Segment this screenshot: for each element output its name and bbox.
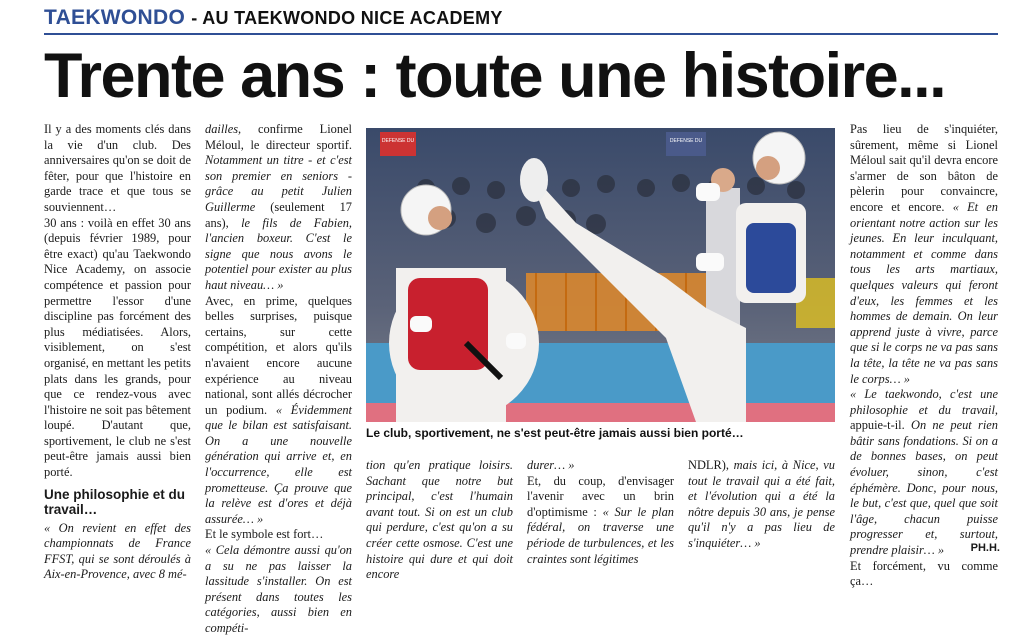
author-signature: PH.H. [970, 542, 1000, 554]
text-span: Et, du coup, d'envisager l'avenir avec un brin d'optimisme : [527, 473, 674, 519]
article-photo [366, 128, 835, 422]
text-span: le fils de Fabien, l'ancien boxeur. C'est le signe que nous avons le potentiel pour exister au plus haut niveau… » [205, 215, 352, 292]
text-span: « Le taekwondo, c'est une philosophie et du travail, [850, 387, 998, 417]
text-span: dailles, [205, 122, 242, 136]
column-6 [850, 122, 998, 590]
text-span: mais ici, à Nice, vu tout le travail qui a été fait, et l'évolution qui a été la nôtre depuis 30 ans, je pense qu'il n'y a pas lieu de s'inquiéter… » [688, 458, 835, 550]
text-span: NDLR), [688, 458, 734, 472]
kicker-subtitle: - AU TAEKWONDO NICE ACADEMY [191, 8, 503, 28]
paragraph: Et le symbole est fort… [205, 527, 324, 542]
paragraph [205, 122, 352, 294]
section-label: TAEKWONDO [44, 6, 186, 29]
text-span: Notamment un titre - et c'est son premier en seniors - grâce au petit Julien Guillerme [205, 153, 352, 214]
photo-caption: Le club, sportivement, ne s'est peut-être jamais aussi bien porté… [366, 426, 744, 440]
paragraph [527, 474, 674, 568]
column-4 [527, 458, 674, 567]
banner-text: DEFENSE DU [669, 138, 703, 144]
paragraph: Il y a des moments clés dans la vie d'un club. Des anniversaires qu'on se doit de fêter, pour que l'histoire en garde trace et que tous se souviennent… [44, 122, 191, 214]
text-span: appuie-t-il. [850, 418, 911, 433]
text-span: « Et en orientant notre action sur les jeunes. En leur inculquant, notamment et comme dans tous les arts martiaux, quelques valeurs qui feront d'eux, les femmes et les hommes de demain. On leur apprend juste à vivre, parce que si le corps ne va pas sans la tête, la tête ne va pas sans le corps… » [850, 199, 998, 386]
headline: Trente ans : toute une histoire... [44, 41, 946, 111]
text-span: « Évidemment que le bilan est satisfaisant. On a une nouvelle génération qui arrive et, en l'occurrence, elle est prometteuse. Ça prouve que la relève est d'ores et déjà assurée… » [205, 402, 352, 526]
paragraph [850, 122, 998, 387]
banner-text: DEFENSE DU [381, 138, 415, 144]
paragraph [527, 458, 674, 474]
column-5 [688, 458, 835, 552]
paragraph: « Cela démontre aussi qu'on a su ne pas laisser la lassitude s'installer. On est présent dans toutes les catégories, aussi bien en compéti- [205, 543, 352, 635]
subheading: Une philosophie et du travail… [44, 486, 185, 517]
text-span: Avec, en prime, quelques belles surprises, puisque certains, sur cette compétition, et alors qu'ils n'avaient encore aucune expérience au niveau national, sont allés décrocher un podium. [205, 293, 352, 417]
text-span: (seulement 17 ans), [205, 199, 352, 230]
column-2 [205, 122, 352, 637]
text-span: On ne peut rien bâtir sans fondations. Si on a de bonnes bases, on peut évoluer, sinon, c'est éphémère. Donc, pour nous, le but, c'est que, quel que soit l'âge, chacun puisse progresser et, surtout, prendre plaisir… » [850, 418, 998, 558]
paragraph [205, 294, 352, 528]
taekwondo-photo [366, 128, 835, 422]
header-rule [44, 33, 998, 35]
text-span: « Sur le plan fédéral, on traverse une période de turbulences, et les craintes sont légitimes [527, 504, 674, 566]
column-3 [366, 458, 513, 583]
text-span: durer… » [527, 458, 575, 472]
paragraph: tion qu'en pratique loisirs. Sachant que notre but principal, c'est l'humain avant tout. Si on est un club qui perdure, c'est qu'on a su créer cette osmose. C'est une histoire qui dure et qui doit encore [366, 458, 513, 582]
paragraph: 30 ans : voilà en effet 30 ans (depuis février 1989, pour être exact) qu'au Taekwondo Nice Academy, on associe compétence et passion pour permettre l'essor d'une discipline pas forcément des plus médiatisées. Alors, visiblement, on s'est organisé, en mettant les petits plats dans les grands, pour que ce rendez-vous avec l'histoire ne soit pas bêtement loupé. D'autant que, sportivement, le club ne s'est peut-être jamais aussi bien porté. [44, 215, 191, 480]
paragraph: Et forcément, vu comme ça… [850, 558, 998, 589]
paragraph [850, 387, 998, 559]
paragraph [688, 458, 835, 552]
section-kicker [44, 6, 503, 30]
text-span: confirme Lionel Méloul, le directeur sportif. [205, 122, 352, 152]
text-span: Pas lieu de s'inquiéter, sûrement, même si Lionel Méloul sait qu'il devra encore s'armer de son bâton de pèlerin pour convaincre, encore et encore. [850, 122, 998, 214]
column-1 [44, 122, 191, 583]
paragraph: « On revient en effet des championnats de France FFST, qui se sont déroulés à Aix-en-Provence, avec 8 mé- [44, 520, 191, 582]
